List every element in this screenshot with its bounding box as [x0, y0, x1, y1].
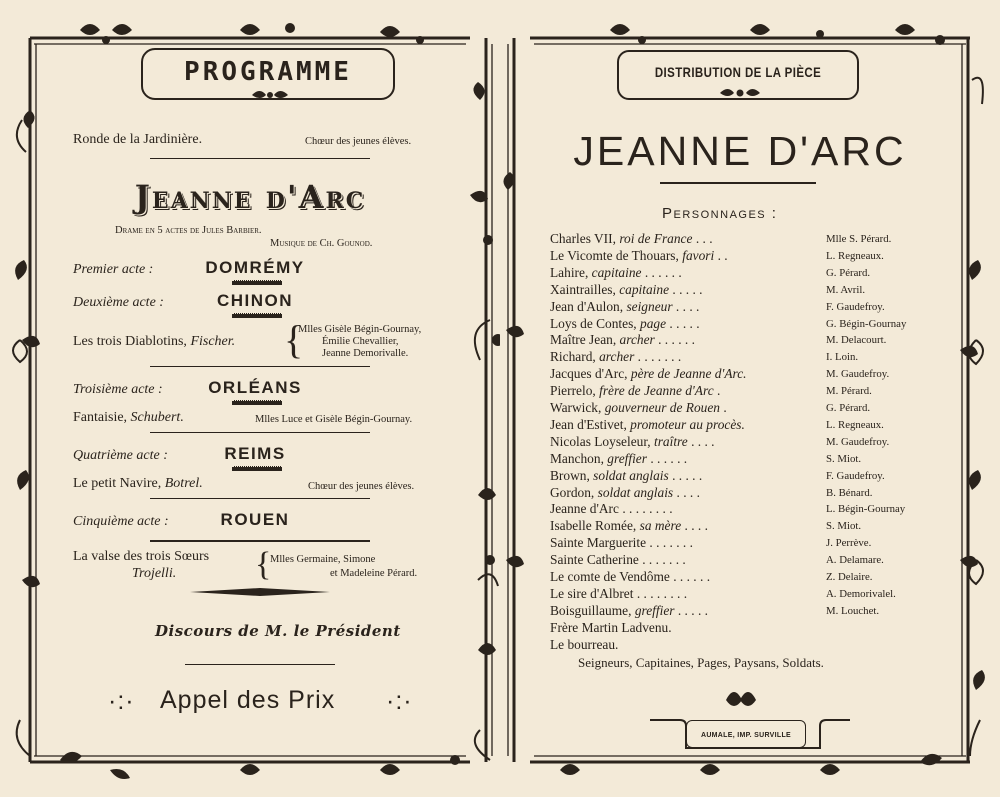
cast-actor: G. Pérard.: [826, 266, 871, 279]
cast-row: [550, 400, 950, 417]
act-1-bar: [232, 280, 282, 285]
prizes-mark-right: ·:·: [386, 687, 413, 715]
cast-dot-leader: . . . . . .: [673, 569, 711, 584]
cast-dot-leader: . . . . . . .: [649, 535, 693, 551]
cast-role-name: Le sire d'Albret: [550, 585, 634, 601]
cast-row: [550, 620, 950, 637]
cast-row: [550, 231, 950, 248]
cast-actor: J. Perrève.: [826, 537, 872, 550]
cast-role-name: Maître Jean,: [550, 332, 617, 348]
divider: [185, 664, 335, 665]
divider: [150, 498, 370, 499]
cast-role-description: archer: [619, 332, 655, 348]
cast-role: [550, 535, 693, 551]
interlude-1-performer-1: Mlles Gisèle Bégin-Gournay,: [298, 324, 422, 335]
opening-piece: Ronde de la Jardinière.: [73, 132, 203, 147]
cast-dot-leader: . . . .: [675, 298, 700, 314]
cast-role-name: Jean d'Aulon,: [550, 298, 624, 314]
cast-role-name: Le comte de Vendôme: [550, 569, 670, 584]
cast-role: [550, 332, 695, 348]
interlude-1-title: Les trois Diablotins,: [73, 334, 187, 349]
cast-actor: G. Bégin-Gournay: [826, 317, 907, 330]
cast-dot-leader: . . . .: [684, 518, 708, 534]
printer-imprint: AUMALE, IMP. SURVILLE: [700, 732, 792, 739]
cast-role-name: Loys de Contes,: [550, 315, 637, 331]
cast-row: [550, 518, 950, 535]
cast-role-description: favori: [682, 247, 715, 263]
cast-row: [550, 417, 950, 434]
cast-role: [550, 451, 687, 467]
brace: {: [284, 317, 304, 362]
cast-role-name: Sainte Marguerite: [550, 535, 647, 551]
personnages-label: Personnages :: [662, 205, 778, 222]
prizes-mark-left: ·:·: [108, 687, 135, 715]
cast-role-name: Jeanne d'Arc: [550, 501, 619, 517]
cast-actor: M. Louchet.: [826, 604, 880, 617]
cast-dot-leader: . . . . .: [677, 602, 708, 618]
cast-role-description: père de Jeanne d'Arc.: [630, 366, 747, 382]
cast-row: [550, 366, 950, 383]
cast-row: [550, 451, 950, 468]
cast-role-name: Le bourreau.: [550, 636, 619, 652]
cast-role-description: capitaine: [591, 264, 642, 280]
cast-dot-leader: . . . . . . . .: [636, 585, 688, 601]
cast-actor: L. Regneaux.: [826, 249, 884, 262]
opening-performer: Chœur des jeunes élèves.: [305, 136, 412, 147]
divider: [150, 540, 370, 542]
cast-role: [550, 383, 720, 399]
cast-role-name: Pierrelo,: [550, 383, 596, 399]
cast-actor: Z. Delaire.: [826, 571, 873, 583]
cast-dot-leader: . . . . .: [672, 467, 703, 483]
cast-row: [550, 552, 950, 569]
cast-actor: M. Avril.: [826, 283, 866, 296]
cast-actor: L. Bégin-Gournay: [826, 503, 906, 516]
cast-role: [550, 316, 700, 332]
cast-actor: A. Delamare.: [826, 554, 884, 567]
cast-role-description: promoteur au procès.: [630, 416, 745, 432]
cast-role: [550, 552, 686, 568]
act-2-bar: [232, 313, 282, 318]
extras-line: Seigneurs, Capitaines, Pages, Paysans, Soldats.: [578, 655, 824, 670]
interlude-1-piece: [73, 334, 235, 350]
cast-role: [550, 485, 700, 501]
act-5-label: Cinquième acte :: [73, 514, 169, 529]
brace: {: [255, 546, 272, 583]
cast-role-name: Frère Martin Ladvenu.: [550, 619, 672, 635]
cast-role: [550, 265, 682, 281]
cast-actor: B. Bénard.: [826, 486, 873, 499]
interlude-3-piece: [73, 476, 203, 492]
cast-role: [550, 620, 672, 636]
cast-actor: I. Loin.: [826, 351, 859, 364]
cast-actor: M. Gaudefroy.: [826, 368, 890, 381]
cast-role: [550, 231, 713, 247]
opera-subtitle-line2: Musique de Ch. Gounod.: [270, 238, 373, 249]
speech-title: Discours de M. le Président: [155, 622, 401, 640]
interlude-3-title: Le petit Navire,: [73, 476, 162, 491]
cast-role-description: soldat anglais: [597, 484, 674, 500]
flourish-icon: [718, 86, 762, 100]
distribution-title: DISTRIBUTION DE LA PIÈCE: [654, 64, 822, 80]
act-3-label: Troisième acte :: [73, 382, 163, 397]
cast-role: [550, 518, 708, 534]
cast-role-name: Nicolas Loyseleur,: [550, 433, 651, 449]
cast-role: [550, 400, 727, 416]
cast-row: [550, 349, 950, 366]
cast-role: [550, 366, 747, 382]
cast-actor: M. Gaudefroy.: [826, 435, 890, 448]
opera-title: Jeanne d'Arc: [134, 178, 366, 216]
cast-role-name: Jean d'Estivet,: [550, 416, 627, 432]
play-title: JEANNE D'ARC: [573, 128, 907, 174]
cast-role: [550, 248, 728, 264]
cast-actor: Mlle S. Pérard.: [826, 233, 892, 245]
cast-dot-leader: . . .: [695, 231, 713, 246]
divider: [150, 366, 370, 367]
cast-role: [550, 569, 710, 585]
act-1-place: DOMRÉMY: [205, 258, 305, 277]
act-5-place: ROUEN: [220, 510, 290, 529]
cast-row: [550, 282, 950, 299]
cast-actor: F. Gaudefroy.: [826, 469, 885, 482]
interlude-1-performer-2: Émilie Chevallier,: [322, 336, 399, 347]
cast-row: [550, 316, 950, 333]
programme-title: PROGRAMME: [184, 57, 352, 87]
cast-row: [550, 265, 950, 282]
act-4-label: Quatrième acte :: [73, 448, 168, 463]
tapered-rule: [190, 585, 330, 599]
act-3-place: ORLÉANS: [208, 378, 302, 397]
cast-row: [550, 569, 950, 586]
cast-dot-leader: . . . .: [676, 484, 700, 500]
interlude-2-composer: Schubert.: [130, 410, 184, 425]
cast-role: [550, 299, 699, 315]
interlude-2-title: Fantaisie,: [73, 410, 128, 425]
cast-role-description: page: [640, 315, 667, 331]
cast-role: [550, 434, 715, 450]
cast-row: [550, 383, 950, 400]
cast-row: [550, 299, 950, 316]
cast-row: [550, 434, 950, 451]
cast-row: [550, 603, 950, 620]
cast-role-name: Manchon,: [550, 450, 604, 466]
cast-row: [550, 535, 950, 552]
opera-subtitle-line1: Drame en 5 actes de Jules Barbier.: [115, 225, 262, 236]
cast-role: [550, 417, 745, 433]
cast-role-description: soldat anglais: [593, 467, 669, 483]
interlude-4-performer-2: et Madeleine Pérard.: [330, 568, 418, 579]
cast-actor: G. Pérard.: [826, 402, 871, 414]
cast-dot-leader: . . . . . .: [644, 264, 682, 280]
interlude-3-composer: Botrel.: [164, 476, 203, 491]
act-3-bar: [232, 400, 282, 405]
cast-role-description: capitaine: [619, 281, 670, 297]
prizes-title: Appel des Prix: [160, 686, 336, 714]
cast-row: [550, 637, 950, 654]
cast-role-name: Warwick,: [550, 400, 602, 415]
act-4-bar: [232, 466, 282, 471]
interlude-2-performer-1: Mlles Luce et Gisèle Bégin-Gournay.: [255, 414, 413, 425]
cast-actor: A. Demorivalel.: [826, 587, 896, 600]
cast-row: [550, 332, 950, 349]
cast-actor: L. Regneaux.: [826, 418, 884, 431]
cast-actor: S. Miot.: [826, 520, 862, 533]
cast-role-name: Richard,: [550, 349, 596, 365]
cast-role: [550, 586, 687, 602]
cast-role-description: traître: [653, 433, 688, 449]
cast-role: [550, 637, 618, 653]
cast-role-description: gouverneur de Rouen: [604, 400, 720, 415]
cast-dot-leader: . . . .: [691, 433, 715, 449]
cast-dot-leader: . . . . . .: [658, 332, 695, 348]
cast-role: [550, 603, 708, 619]
divider: [150, 158, 370, 159]
printer-box: [686, 720, 806, 748]
cast-actor: F. Gaudefroy.: [826, 300, 885, 313]
cast-role-description: archer: [599, 349, 635, 365]
cast-actor: M. Pérard.: [826, 385, 872, 398]
cast-dot-leader: . . . . . .: [650, 450, 688, 466]
cast-role-name: Boisguillaume,: [550, 602, 632, 618]
cast-dot-leader: . . . . . . .: [637, 349, 682, 365]
cast-role-name: Charles VII,: [550, 231, 616, 246]
cast-dot-leader: . .: [717, 247, 728, 263]
interlude-4-title: La valse des trois Sœurs: [73, 549, 210, 564]
act-2-label: Deuxième acte :: [73, 295, 164, 310]
cast-role-name: Le Vicomte de Thouars,: [550, 247, 679, 263]
act-4-place: REIMS: [224, 444, 286, 463]
interlude-1-composer: Fischer.: [190, 334, 236, 349]
cast-dot-leader: . . . . . . .: [642, 552, 686, 568]
divider: [660, 182, 816, 184]
cast-role: [550, 349, 681, 365]
cast-role-description: greffier: [607, 450, 647, 466]
cast-actor: M. Delacourt.: [826, 334, 887, 347]
cast-role: [550, 501, 673, 517]
interlude-2-piece: [73, 410, 184, 426]
cast-role-description: roi de France: [619, 231, 693, 246]
interlude-4-performer-1: Mlles Germaine, Simone: [270, 554, 376, 565]
cast-actor: S. Miot.: [826, 452, 862, 465]
distribution-page: [500, 0, 1000, 797]
cast-row: [550, 468, 950, 485]
cast-role: [550, 282, 703, 298]
interlude-3-performer-1: Chœur des jeunes élèves.: [308, 481, 415, 492]
cast-dot-leader: . . . . . . . .: [622, 501, 673, 517]
cast-role-description: sa mère: [639, 518, 682, 534]
cast-role-name: Gordon,: [550, 484, 595, 500]
cast-row: [550, 586, 950, 603]
cast-role-name: Lahire,: [550, 264, 589, 280]
cast-role-description: greffier: [634, 602, 675, 618]
act-2-place: CHINON: [216, 291, 294, 310]
cast-role-description: seigneur: [626, 298, 673, 314]
cast-role-description: frère de Jeanne d'Arc: [599, 383, 714, 399]
cast-role-name: Brown,: [550, 467, 590, 483]
act-1-label: Premier acte :: [73, 262, 154, 277]
interlude-1-performer-3: Jeanne Demorivalle.: [322, 348, 409, 359]
cast-role-name: Sainte Catherine: [550, 552, 639, 568]
cast-row: [550, 248, 950, 265]
interlude-4-composer: Trojelli.: [132, 566, 177, 581]
divider: [150, 432, 370, 433]
cast-role-name: Isabelle Romée,: [550, 518, 637, 534]
flourish-icon: [250, 88, 290, 102]
cast-dot-leader: .: [723, 400, 727, 415]
cast-dot-leader: . . . . .: [669, 315, 700, 331]
cast-role: [550, 468, 702, 484]
cast-row: [550, 485, 950, 502]
cast-role-name: Xaintrailles,: [550, 281, 616, 297]
cast-dot-leader: . . . . .: [672, 281, 703, 297]
cast-role-name: Jacques d'Arc,: [550, 366, 628, 382]
cast-dot-leader: .: [717, 383, 721, 399]
cast-row: [550, 501, 950, 518]
